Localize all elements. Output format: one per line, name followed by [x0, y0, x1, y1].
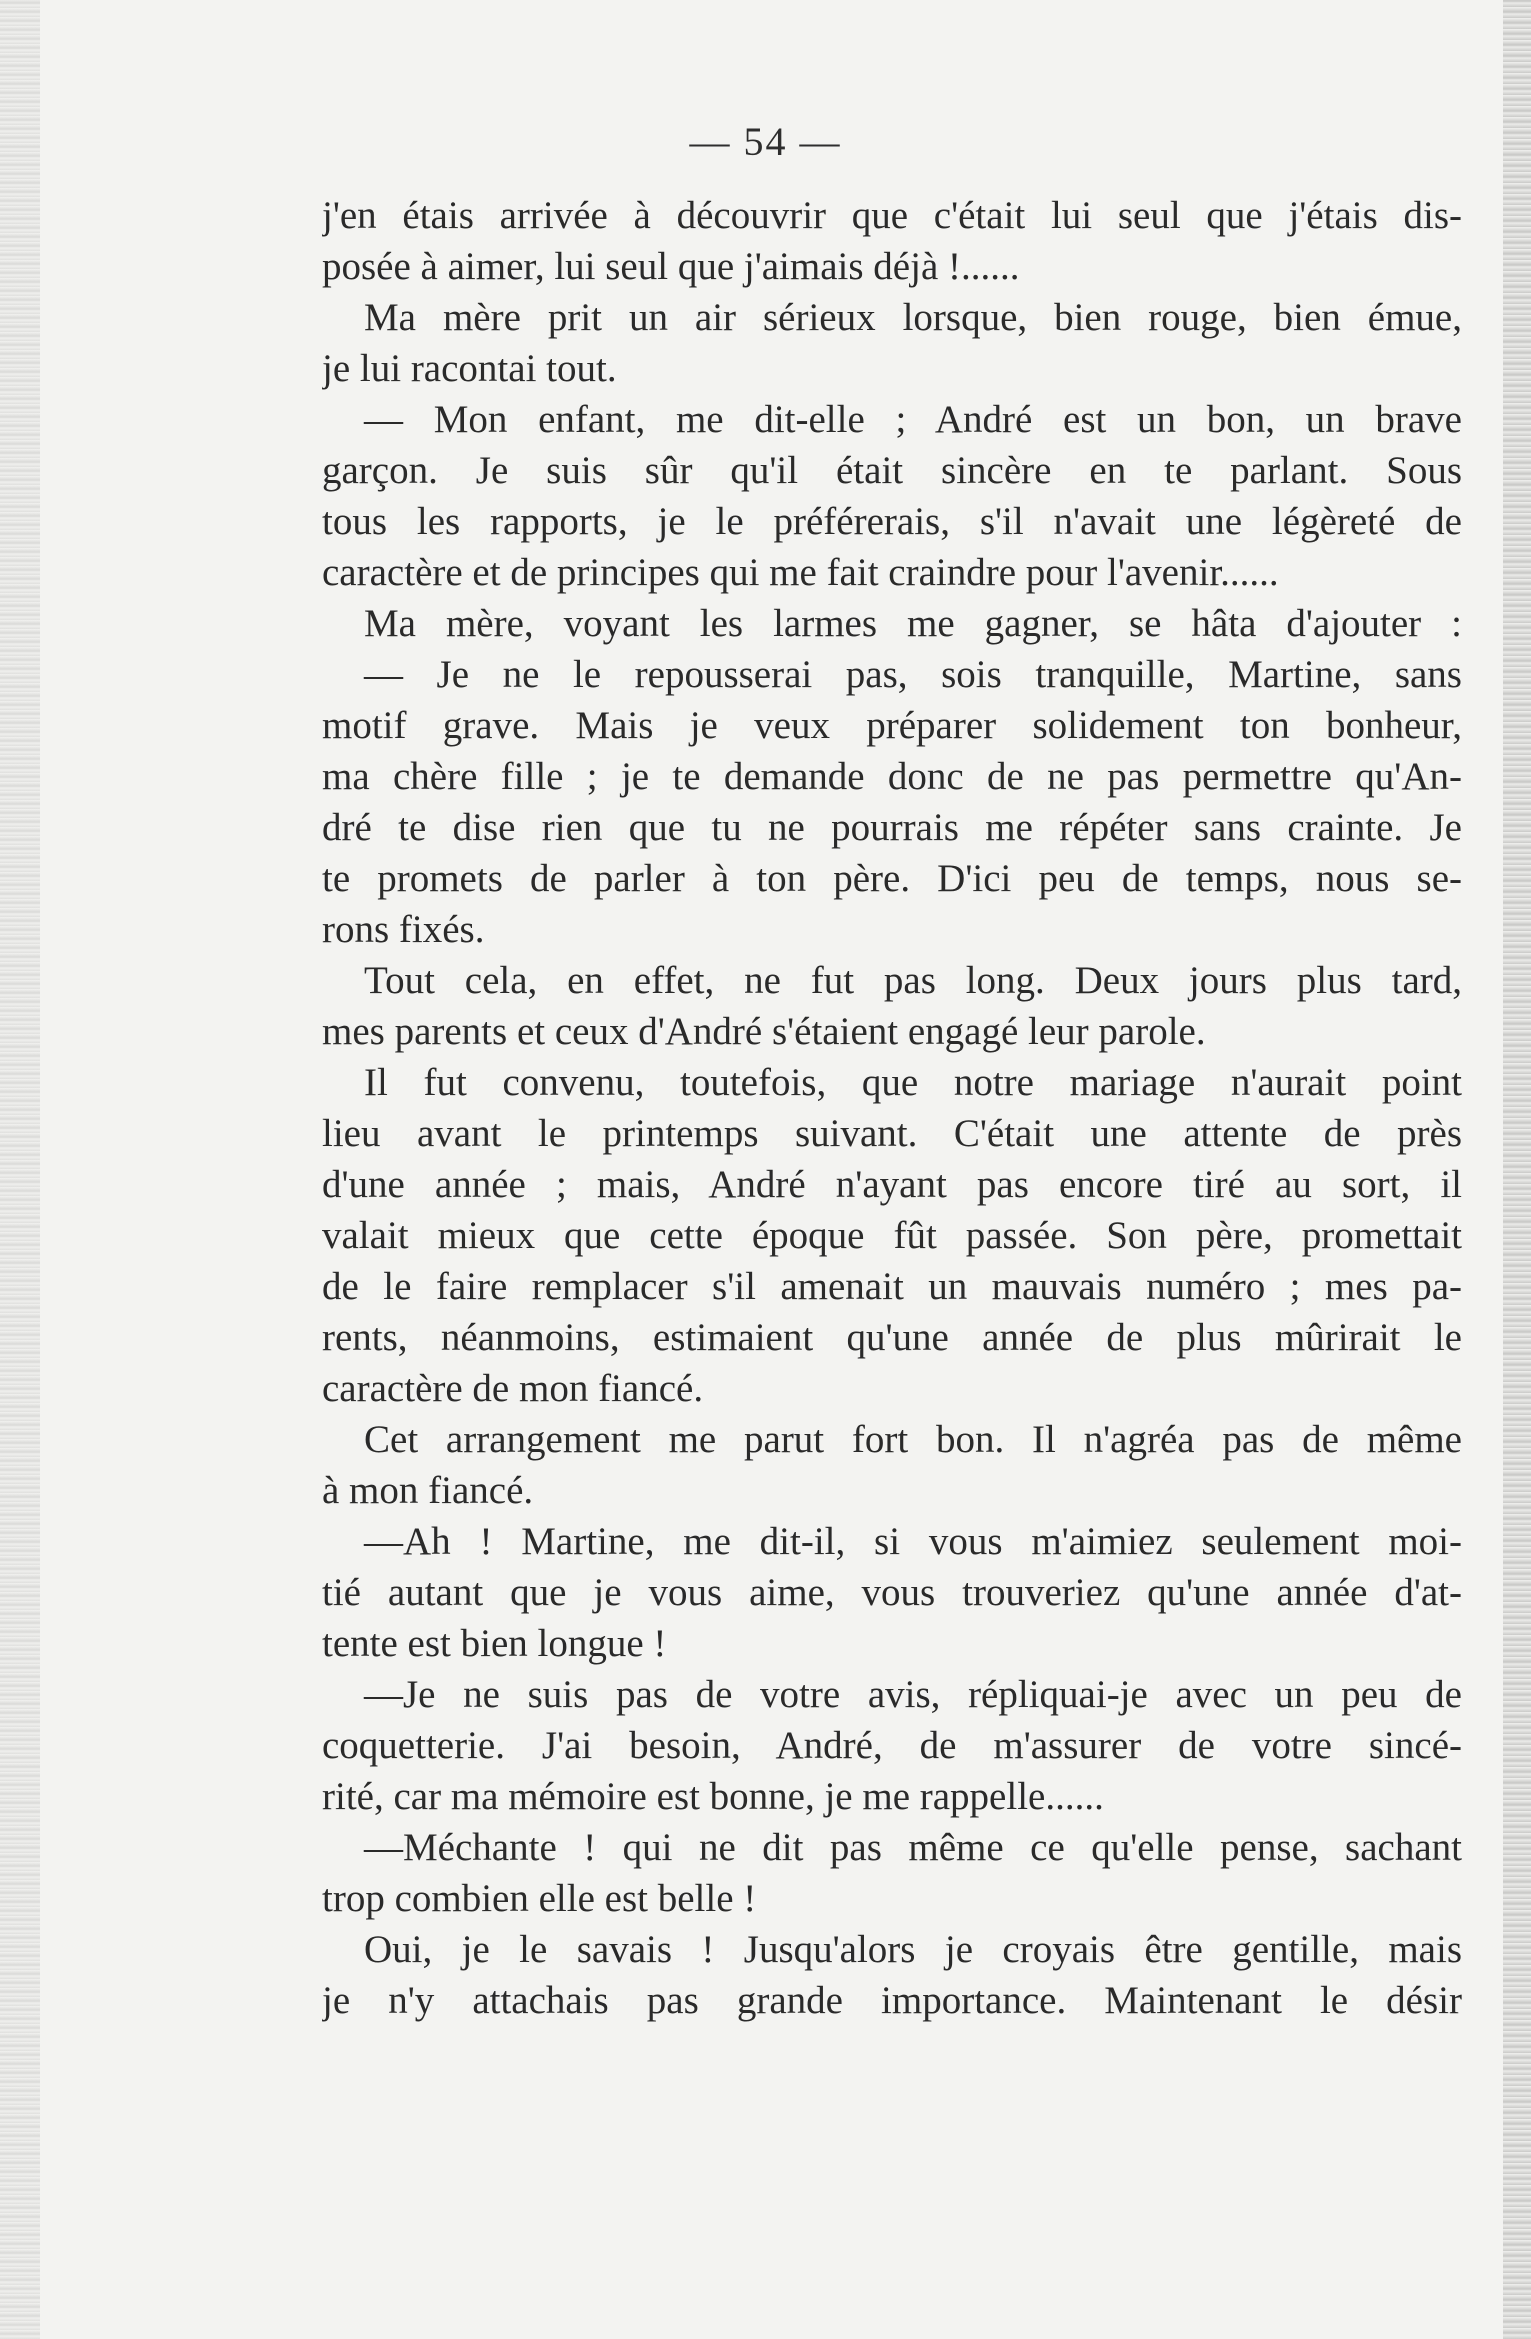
text-line: tous les rapports, je le préférerais, s'il n'avait une légèreté de [322, 500, 1462, 543]
page-number: — 54 — [689, 119, 842, 164]
text-line: Tout cela, en effet, ne fut pas long. Deux jours plus tard, [364, 959, 1462, 1002]
text-line: dré te dise rien que tu ne pourrais me répéter sans crainte. Je [322, 806, 1462, 849]
scan-edge-left [0, 0, 40, 2339]
text-line: trop combien elle est belle ! [322, 1877, 757, 1920]
scan-edge-right [1503, 0, 1531, 2339]
text-line: posée à aimer, lui seul que j'aimais déjà !...... [322, 245, 1020, 288]
text-line: rité, car ma mémoire est bonne, je me rappelle...... [322, 1775, 1104, 1818]
text-line: rents, néanmoins, estimaient qu'une année de plus mûrirait le [322, 1316, 1462, 1359]
text-line: motif grave. Mais je veux préparer solidement ton bonheur, [322, 704, 1462, 747]
text-line: mes parents et ceux d'André s'étaient engagé leur parole. [322, 1010, 1206, 1053]
text-line: d'une année ; mais, André n'ayant pas encore tiré au sort, il [322, 1163, 1462, 1206]
text-line: — Je ne le repousserai pas, sois tranquille, Martine, sans [364, 653, 1462, 696]
text-line: tié autant que je vous aime, vous trouveriez qu'une année d'at- [322, 1571, 1462, 1614]
text-line: rons fixés. [322, 908, 485, 951]
text-line: —Ah ! Martine, me dit-il, si vous m'aimiez seulement moi- [364, 1520, 1462, 1563]
text-line: tente est bien longue ! [322, 1622, 667, 1665]
text-line: valait mieux que cette époque fût passée. Son père, promettait [322, 1214, 1462, 1257]
text-line: lieu avant le printemps suivant. C'était une attente de près [322, 1112, 1462, 1155]
text-line: je n'y attachais pas grande importance. Maintenant le désir [322, 1979, 1462, 2022]
text-line: garçon. Je suis sûr qu'il était sincère en te parlant. Sous [322, 449, 1462, 492]
body-text [322, 190, 1462, 2026]
text-line: Il fut convenu, toutefois, que notre mariage n'aurait point [364, 1061, 1462, 1104]
text-line: Oui, je le savais ! Jusqu'alors je croyais être gentille, mais [364, 1928, 1462, 1971]
text-line: —Méchante ! qui ne dit pas même ce qu'elle pense, sachant [364, 1826, 1462, 1869]
text-line: ma chère fille ; je te demande donc de ne pas permettre qu'An- [322, 755, 1462, 798]
text-line: —Je ne suis pas de votre avis, répliquai-je avec un peu de [364, 1673, 1462, 1716]
text-line: te promets de parler à ton père. D'ici peu de temps, nous se- [322, 857, 1462, 900]
text-line: caractère et de principes qui me fait craindre pour l'avenir...... [322, 551, 1279, 594]
text-line: Ma mère, voyant les larmes me gagner, se hâta d'ajouter : [364, 602, 1462, 645]
text-line: caractère de mon fiancé. [322, 1367, 704, 1410]
text-line: je lui racontai tout. [322, 347, 617, 390]
text-line: à mon fiancé. [322, 1469, 534, 1512]
text-line: j'en étais arrivée à découvrir que c'était lui seul que j'étais dis- [322, 194, 1462, 237]
text-line: coquetterie. J'ai besoin, André, de m'assurer de votre sincé- [322, 1724, 1462, 1767]
text-line: Cet arrangement me parut fort bon. Il n'agréa pas de même [364, 1418, 1462, 1461]
text-line: — Mon enfant, me dit-elle ; André est un bon, un brave [364, 398, 1462, 441]
text-line: de le faire remplacer s'il amenait un mauvais numéro ; mes pa- [322, 1265, 1462, 1308]
text-line: Ma mère prit un air sérieux lorsque, bien rouge, bien émue, [364, 296, 1462, 339]
